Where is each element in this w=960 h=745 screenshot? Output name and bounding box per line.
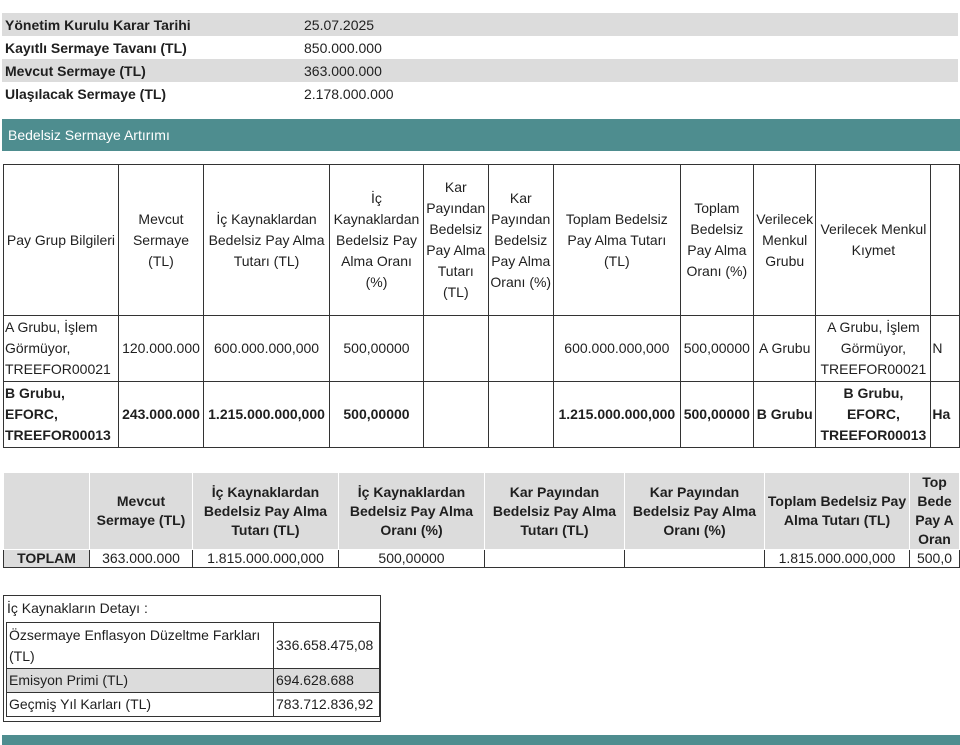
column-header: İç Kaynaklardan Bedelsiz Pay Alma Oranı (%) xyxy=(329,165,423,316)
table-row xyxy=(4,382,960,448)
column-header: Mevcut Sermaye (TL) xyxy=(90,473,193,550)
table-cell: B Grubu, EFORC, TREEFOR00013 xyxy=(4,382,119,448)
column-header: Mevcut Sermaye (TL) xyxy=(118,165,203,316)
table-cell xyxy=(488,382,553,448)
table-cell: B Grubu xyxy=(753,382,816,448)
column-header: İç Kaynaklardan Bedelsiz Pay Alma Tutarı (TL) xyxy=(193,473,339,550)
info-row xyxy=(2,82,958,105)
table-cell xyxy=(424,382,489,448)
detail-row xyxy=(7,693,380,717)
table-cell: A Grubu, İşlem Görmüyor, TREEFOR00021 xyxy=(816,316,931,382)
table-cell xyxy=(625,550,765,568)
detail-label: Özsermaye Enflasyon Düzeltme Farkları (TL) xyxy=(7,623,274,669)
info-row xyxy=(2,59,958,82)
table-cell: B Grubu, EFORC, TREEFOR00013 xyxy=(816,382,931,448)
section-footer-bar xyxy=(2,735,960,745)
table-cell: 1.215.000.000,000 xyxy=(204,382,330,448)
table-header-row xyxy=(4,473,960,550)
section-header xyxy=(2,119,960,151)
table-cell: 500,00000 xyxy=(329,382,423,448)
table-row xyxy=(4,550,960,568)
table-row xyxy=(4,316,960,382)
info-value: 850.000.000 xyxy=(304,39,382,56)
detail-label: Emisyon Primi (TL) xyxy=(7,669,274,693)
table-cell: 243.000.000 xyxy=(118,382,203,448)
detail-value: 336.658.475,08 xyxy=(274,623,380,669)
table-cell: 600.000.000,000 xyxy=(204,316,330,382)
column-header: Verilecek Menkul Kıymet xyxy=(816,165,931,316)
column-header: Pay Grup Bilgileri xyxy=(4,165,119,316)
info-label: Yönetim Kurulu Karar Tarihi xyxy=(5,16,191,33)
table-cell: 120.000.000 xyxy=(118,316,203,382)
info-value: 2.178.000.000 xyxy=(304,85,394,102)
table-cell: A Grubu xyxy=(753,316,816,382)
table-cell: 600.000.000,000 xyxy=(553,316,680,382)
table-cell: 363.000.000 xyxy=(90,550,193,568)
table-cell: A Grubu, İşlem Görmüyor, TREEFOR00021 xyxy=(4,316,119,382)
table-cell: 500,00000 xyxy=(339,550,485,568)
detail-value: 694.628.688 xyxy=(274,669,380,693)
capital-increase-table xyxy=(3,164,960,448)
table-cell xyxy=(488,316,553,382)
info-value: 25.07.2025 xyxy=(304,16,375,33)
column-header: İç Kaynaklardan Bedelsiz Pay Alma Oranı (%) xyxy=(339,473,485,550)
column-header: Toplam Bedelsiz Pay Alma Tutarı (TL) xyxy=(553,165,680,316)
table-cell: 1.815.000.000,000 xyxy=(193,550,339,568)
info-label: Mevcut Sermaye (TL) xyxy=(5,62,146,79)
table-cell: 1.815.000.000,000 xyxy=(765,550,910,568)
table-cell: 500,0 xyxy=(910,550,960,568)
column-header: Top Bede Pay A Oran xyxy=(910,473,960,550)
table-cell: N xyxy=(931,316,960,382)
detail-value: 783.712.836,92 xyxy=(274,693,380,717)
column-header: Verilecek Menkul Grubu xyxy=(753,165,816,316)
table-cell: 500,00000 xyxy=(329,316,423,382)
info-value: 363.000.000 xyxy=(304,62,382,79)
internal-resources-detail xyxy=(3,595,381,722)
table-cell xyxy=(424,316,489,382)
column-header: Kar Payından Bedelsiz Pay Alma Oranı (%) xyxy=(488,165,553,316)
table-cell: 500,00000 xyxy=(680,316,753,382)
detail-label: Geçmiş Yıl Karları (TL) xyxy=(7,693,274,717)
info-row xyxy=(2,13,958,36)
column-header xyxy=(4,473,90,550)
column-header: İç Kaynaklardan Bedelsiz Pay Alma Tutarı (TL) xyxy=(204,165,330,316)
table-header-row xyxy=(4,165,960,316)
table-cell: Ha xyxy=(931,382,960,448)
detail-row xyxy=(7,623,380,669)
detail-row xyxy=(7,669,380,693)
column-header: Kar Payından Bedelsiz Pay Alma Tutarı (TL) xyxy=(485,473,625,550)
detail-table xyxy=(6,622,380,717)
column-header: Toplam Bedelsiz Pay Alma Oranı (%) xyxy=(680,165,753,316)
detail-title: İç Kaynakların Detayı : xyxy=(7,600,148,616)
column-header xyxy=(931,165,960,316)
column-header: Kar Payından Bedelsiz Pay Alma Oranı (%) xyxy=(625,473,765,550)
info-row xyxy=(2,36,958,59)
info-label: Kayıtlı Sermaye Tavanı (TL) xyxy=(5,39,187,56)
table-cell xyxy=(485,550,625,568)
section-title: Bedelsiz Sermaye Artırımı xyxy=(8,127,170,143)
info-block xyxy=(2,13,958,105)
column-header: Toplam Bedelsiz Pay Alma Tutarı (TL) xyxy=(765,473,910,550)
table-cell: 500,00000 xyxy=(680,382,753,448)
table-cell: 1.215.000.000,000 xyxy=(553,382,680,448)
info-label: Ulaşılacak Sermaye (TL) xyxy=(5,85,167,102)
column-header: Kar Payından Bedelsiz Pay Alma Tutarı (TL) xyxy=(424,165,489,316)
total-label: TOPLAM xyxy=(4,550,90,568)
total-summary-table xyxy=(3,472,960,568)
